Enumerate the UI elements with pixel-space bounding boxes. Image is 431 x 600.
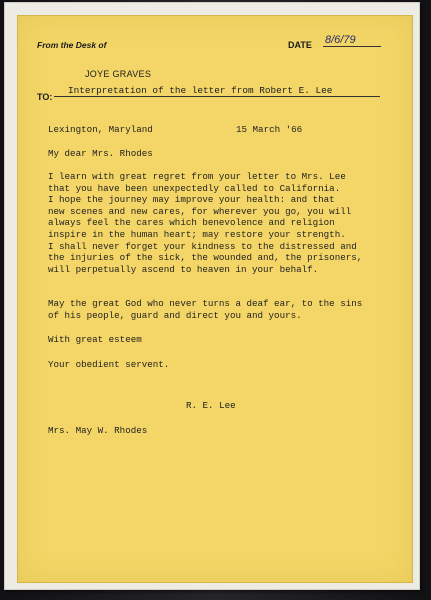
letter-recipient: Mrs. May W. Rhodes [48,425,148,436]
to-label: TO: [37,92,53,102]
memo-paper [18,16,412,582]
frame-mat [4,2,420,590]
letter-signature: R. E. Lee [186,400,236,411]
from-desk-label: From the Desk of [37,40,107,50]
letter-closing-servant: Your obedient servent. [48,359,170,370]
letter-paragraph-1: I learn with great regret from your letter to Mrs. Lee that you have been unexpectedly called to California. I hope the journey may improve your health: and that new scenes and new cares, for wherever you go, you will always feel the cares which benevolence and religion inspire in the human heart; may restore your strength. I shall never forget your kindness to the distressed and the injuries of the sick, the wounded and, the prisoners, will perpetually ascend to heaven in your behalf. [48,171,363,275]
memo-date-value: 8/6/79 [323,34,381,47]
letter-closing-esteem: With great esteem [48,334,142,345]
to-subject: Interpretation of the letter from Robert E. Lee [54,85,380,97]
letter-paragraph-2: May the great God who never turns a deaf ear, to the sins of his people, guard and direct you and yours. [48,298,363,321]
letter-place: Lexington, Maryland [48,124,153,135]
letter-date: 15 March '66 [236,124,303,135]
sender-name: JOYE GRAVES [85,69,152,79]
letter-greeting: My dear Mrs. Rhodes [48,148,153,159]
date-label: DATE [288,40,312,50]
